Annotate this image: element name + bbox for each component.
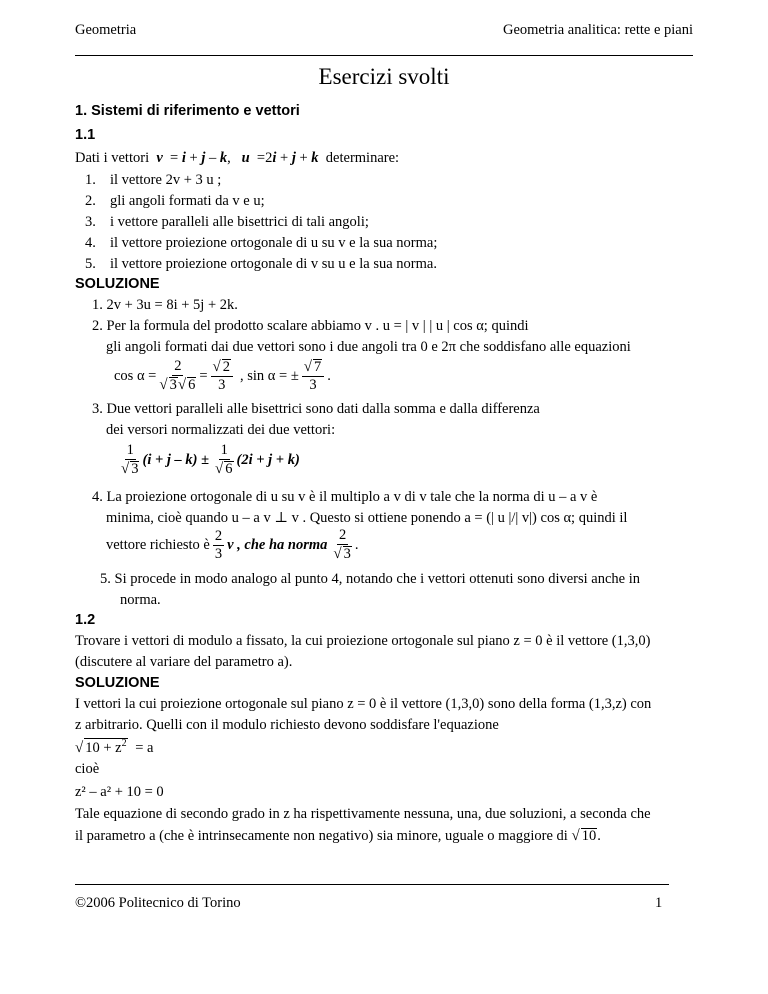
list-item: 2. — [85, 193, 96, 209]
solution-5b: norma. — [120, 592, 161, 608]
fraction: $\frac{√ 2}{3}$ — [211, 359, 233, 393]
exercise-number: 1.2 — [75, 612, 96, 628]
solution-text-1: I vettori la cui proiezione ortogonale sul piano z = 0 è il vettore (1,3,0) sono della forma (1,3,z) con — [75, 696, 652, 712]
solution-text-4: il parametro a (che è intrinsecamente non negativo) sia minore, uguale o maggiore di √ 10. — [75, 828, 601, 844]
intro-post: determinare: — [325, 150, 400, 166]
solution-2a: 2. Per la formula del prodotto scalare abbiamo v . u = | v | | u | cos α; quindi — [92, 318, 529, 334]
solution-1: 1. 2v + 3u = 8i + 5j + 2k. — [92, 297, 238, 313]
equation-modulus: √ $10 + z^2 = a$ — [75, 738, 154, 756]
page-number: 1 — [655, 895, 663, 911]
intro-pre: Dati i vettori — [75, 150, 150, 166]
footer-copyright: ©2006 Politecnico di Torino — [75, 895, 241, 911]
fraction: $\frac{1}{√ 3}$ — [121, 442, 139, 477]
list-item: 4. — [85, 235, 96, 251]
header-left: Geometria — [75, 22, 137, 38]
fraction: $\frac{√ 7}{3}$ — [302, 359, 324, 393]
page-title: Esercizi svolti — [318, 64, 450, 89]
exercise-number: 1.1 — [75, 127, 96, 143]
list-item: 1. — [85, 172, 96, 188]
equation-quadratic: z² – a² + 10 = 0 — [75, 784, 164, 800]
list-item-text: il vettore 2v + 3 u ; — [110, 172, 222, 188]
solution-2b: gli angoli formati dai due vettori sono i due angoli tra 0 e 2π che soddisfano alle equazioni — [106, 339, 631, 355]
list-item: 5. — [85, 256, 96, 272]
fraction: $\frac{1}{√ 6}$ — [215, 442, 233, 477]
solution-label: SOLUZIONE — [75, 675, 160, 691]
fraction: $\frac{2}{√ 3}$ — [333, 527, 351, 562]
cos-sin-formula: cos α = $\frac{2}{√ 3√ 6}$ = $\frac{√ 2}{3}$ , sin α = ± $\frac{√ 7}{3}$ . — [114, 358, 331, 394]
exercise-intro — [75, 150, 399, 167]
list-item-text: i vettore paralleli alle bisettrici di tali angoli; — [110, 214, 369, 230]
bisector-formula: $\frac{1}{√ 3}$ (i + j – k) ± $\frac{1}{√ 6}$ (2i + j + k) — [121, 442, 300, 477]
exercise-text-1: Trovare i vettori di modulo a fissato, la cui proiezione ortogonale sul piano z = 0 è il vettore (1,3,0) — [75, 633, 651, 649]
header-right: Geometria analitica: rette e piani — [502, 22, 693, 38]
footer-rule — [75, 884, 669, 885]
fraction: $\frac{2}{√ 3√ 6}$ — [159, 358, 196, 393]
fraction: $\frac{2}{3}$ — [214, 528, 223, 562]
intro-vectors: v = i + j – k, u =2i + j + k — [156, 150, 319, 166]
solution-4b: minima, cioè quando u – a v ⊥ v . Questo si ottiene ponendo a = (| u |/| v|) cos α; quindi il — [106, 510, 628, 526]
list-item-text: gli angoli formati da v e u; — [110, 193, 265, 209]
solution-4c: vettore richiesto è $\frac{2}{3}$ v , che ha norma $\frac{2}{√ 3}$ . — [106, 527, 359, 562]
list-item-text: il vettore proiezione ortogonale di v su u e la sua norma. — [110, 256, 437, 272]
cioe-label: cioè — [75, 761, 100, 777]
solution-label: SOLUZIONE — [75, 276, 160, 292]
solution-5a: 5. Si procede in modo analogo al punto 4, notando che i vettori ottenuti sono diversi anche in — [100, 571, 641, 587]
header-rule — [75, 55, 693, 56]
solution-text-2: z arbitrario. Quelli con il modulo richiesto devono soddisfare l'equazione — [75, 717, 499, 733]
solution-3b: dei versori normalizzati dei due vettori: — [106, 422, 336, 438]
solution-text-3: Tale equazione di secondo grado in z ha rispettivamente nessuna, una, due soluzioni, a seconda che — [75, 806, 651, 822]
list-item-text: il vettore proiezione ortogonale di u su v e la sua norma; — [110, 235, 438, 251]
list-item: 3. — [85, 214, 96, 230]
solution-3a: 3. Due vettori paralleli alle bisettrici sono dati dalla somma e dalla differenza — [92, 401, 540, 417]
exercise-text-2: (discutere al variare del parametro a). — [75, 654, 293, 670]
section-heading: 1. Sistemi di riferimento e vettori — [75, 103, 300, 119]
solution-4a: 4. La proiezione ortogonale di u su v è il multiplo a v di v tale che la norma di u – a v è — [92, 489, 598, 505]
